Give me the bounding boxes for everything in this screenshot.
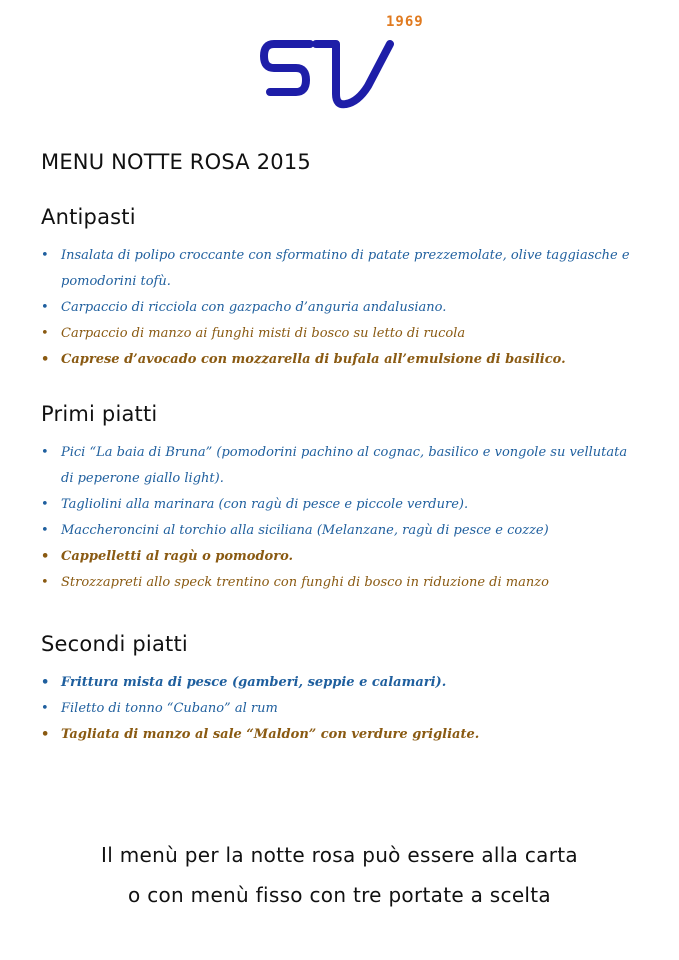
list-item <box>41 544 636 570</box>
restaurant-logo <box>258 14 438 114</box>
dish-text: Carpaccio di manzo ai funghi misti di bosco su letto di rucola <box>61 326 466 341</box>
dish-text: Filetto di tonno “Cubano” al rum <box>61 701 278 716</box>
list-item <box>41 492 636 518</box>
dish-text: Tagliata di manzo al sale “Maldon” con verdure grigliate. <box>61 727 480 742</box>
dish-text: Pici “La baia di Bruna” (pomodorini pachino al cognac, basilico e vongole su vellutata di peperone giallo light). <box>61 445 628 486</box>
dish-text: Cappelletti al ragù o pomodoro. <box>61 549 294 564</box>
bullet-icon: • <box>41 575 49 590</box>
dish-list <box>41 243 641 373</box>
section-title: Primi piatti <box>41 402 158 426</box>
bullet-icon: • <box>41 445 49 460</box>
dish-text: Strozzapreti allo speck trentino con funghi di bosco in riduzione di manzo <box>61 575 549 590</box>
bullet-icon: • <box>41 523 49 538</box>
bullet-icon: • <box>41 549 50 564</box>
dish-text: Insalata di polipo croccante con sformatino di patate prezzemolate, olive taggiasche e pomodorini tofù. <box>61 248 630 289</box>
logo-year: 1969 <box>386 14 424 30</box>
bullet-icon: • <box>41 497 49 512</box>
list-item <box>41 243 636 295</box>
list-item <box>41 295 636 321</box>
section-primi-piatti <box>41 402 641 596</box>
footer-line-2: o con menù fisso con tre portate a scelta <box>128 883 551 907</box>
dish-list <box>41 670 641 748</box>
list-item <box>41 696 636 722</box>
dish-text: Caprese d’avocado con mozzarella di bufala all’emulsione di basilico. <box>61 352 566 367</box>
section-title: Secondi piatti <box>41 632 188 656</box>
bullet-icon: • <box>41 727 50 742</box>
list-item <box>41 321 636 347</box>
bullet-icon: • <box>41 352 50 367</box>
list-item <box>41 347 636 373</box>
list-item <box>41 570 636 596</box>
bullet-icon: • <box>41 701 49 716</box>
list-item <box>41 440 636 492</box>
footer-line-1: Il menù per la notte rosa può essere alla carta <box>101 843 578 867</box>
menu-title: MENU NOTTE ROSA 2015 <box>41 150 311 174</box>
bullet-icon: • <box>41 326 49 341</box>
section-secondi-piatti <box>41 632 641 748</box>
list-item <box>41 670 636 696</box>
list-item <box>41 722 636 748</box>
section-antipasti <box>41 205 641 373</box>
bullet-icon: • <box>41 248 49 263</box>
bullet-icon: • <box>41 675 50 690</box>
bullet-icon: • <box>41 300 49 315</box>
section-title: Antipasti <box>41 205 136 229</box>
dish-text: Frittura mista di pesce (gamberi, seppie e calamari). <box>61 675 447 690</box>
list-item <box>41 518 636 544</box>
dish-list <box>41 440 641 596</box>
dish-text: Carpaccio di ricciola con gazpacho d’anguria andalusiano. <box>61 300 447 315</box>
dish-text: Tagliolini alla marinara (con ragù di pesce e piccole verdure). <box>61 497 469 512</box>
dish-text: Maccheroncini al torchio alla siciliana (Melanzane, ragù di pesce e cozze) <box>61 523 549 538</box>
